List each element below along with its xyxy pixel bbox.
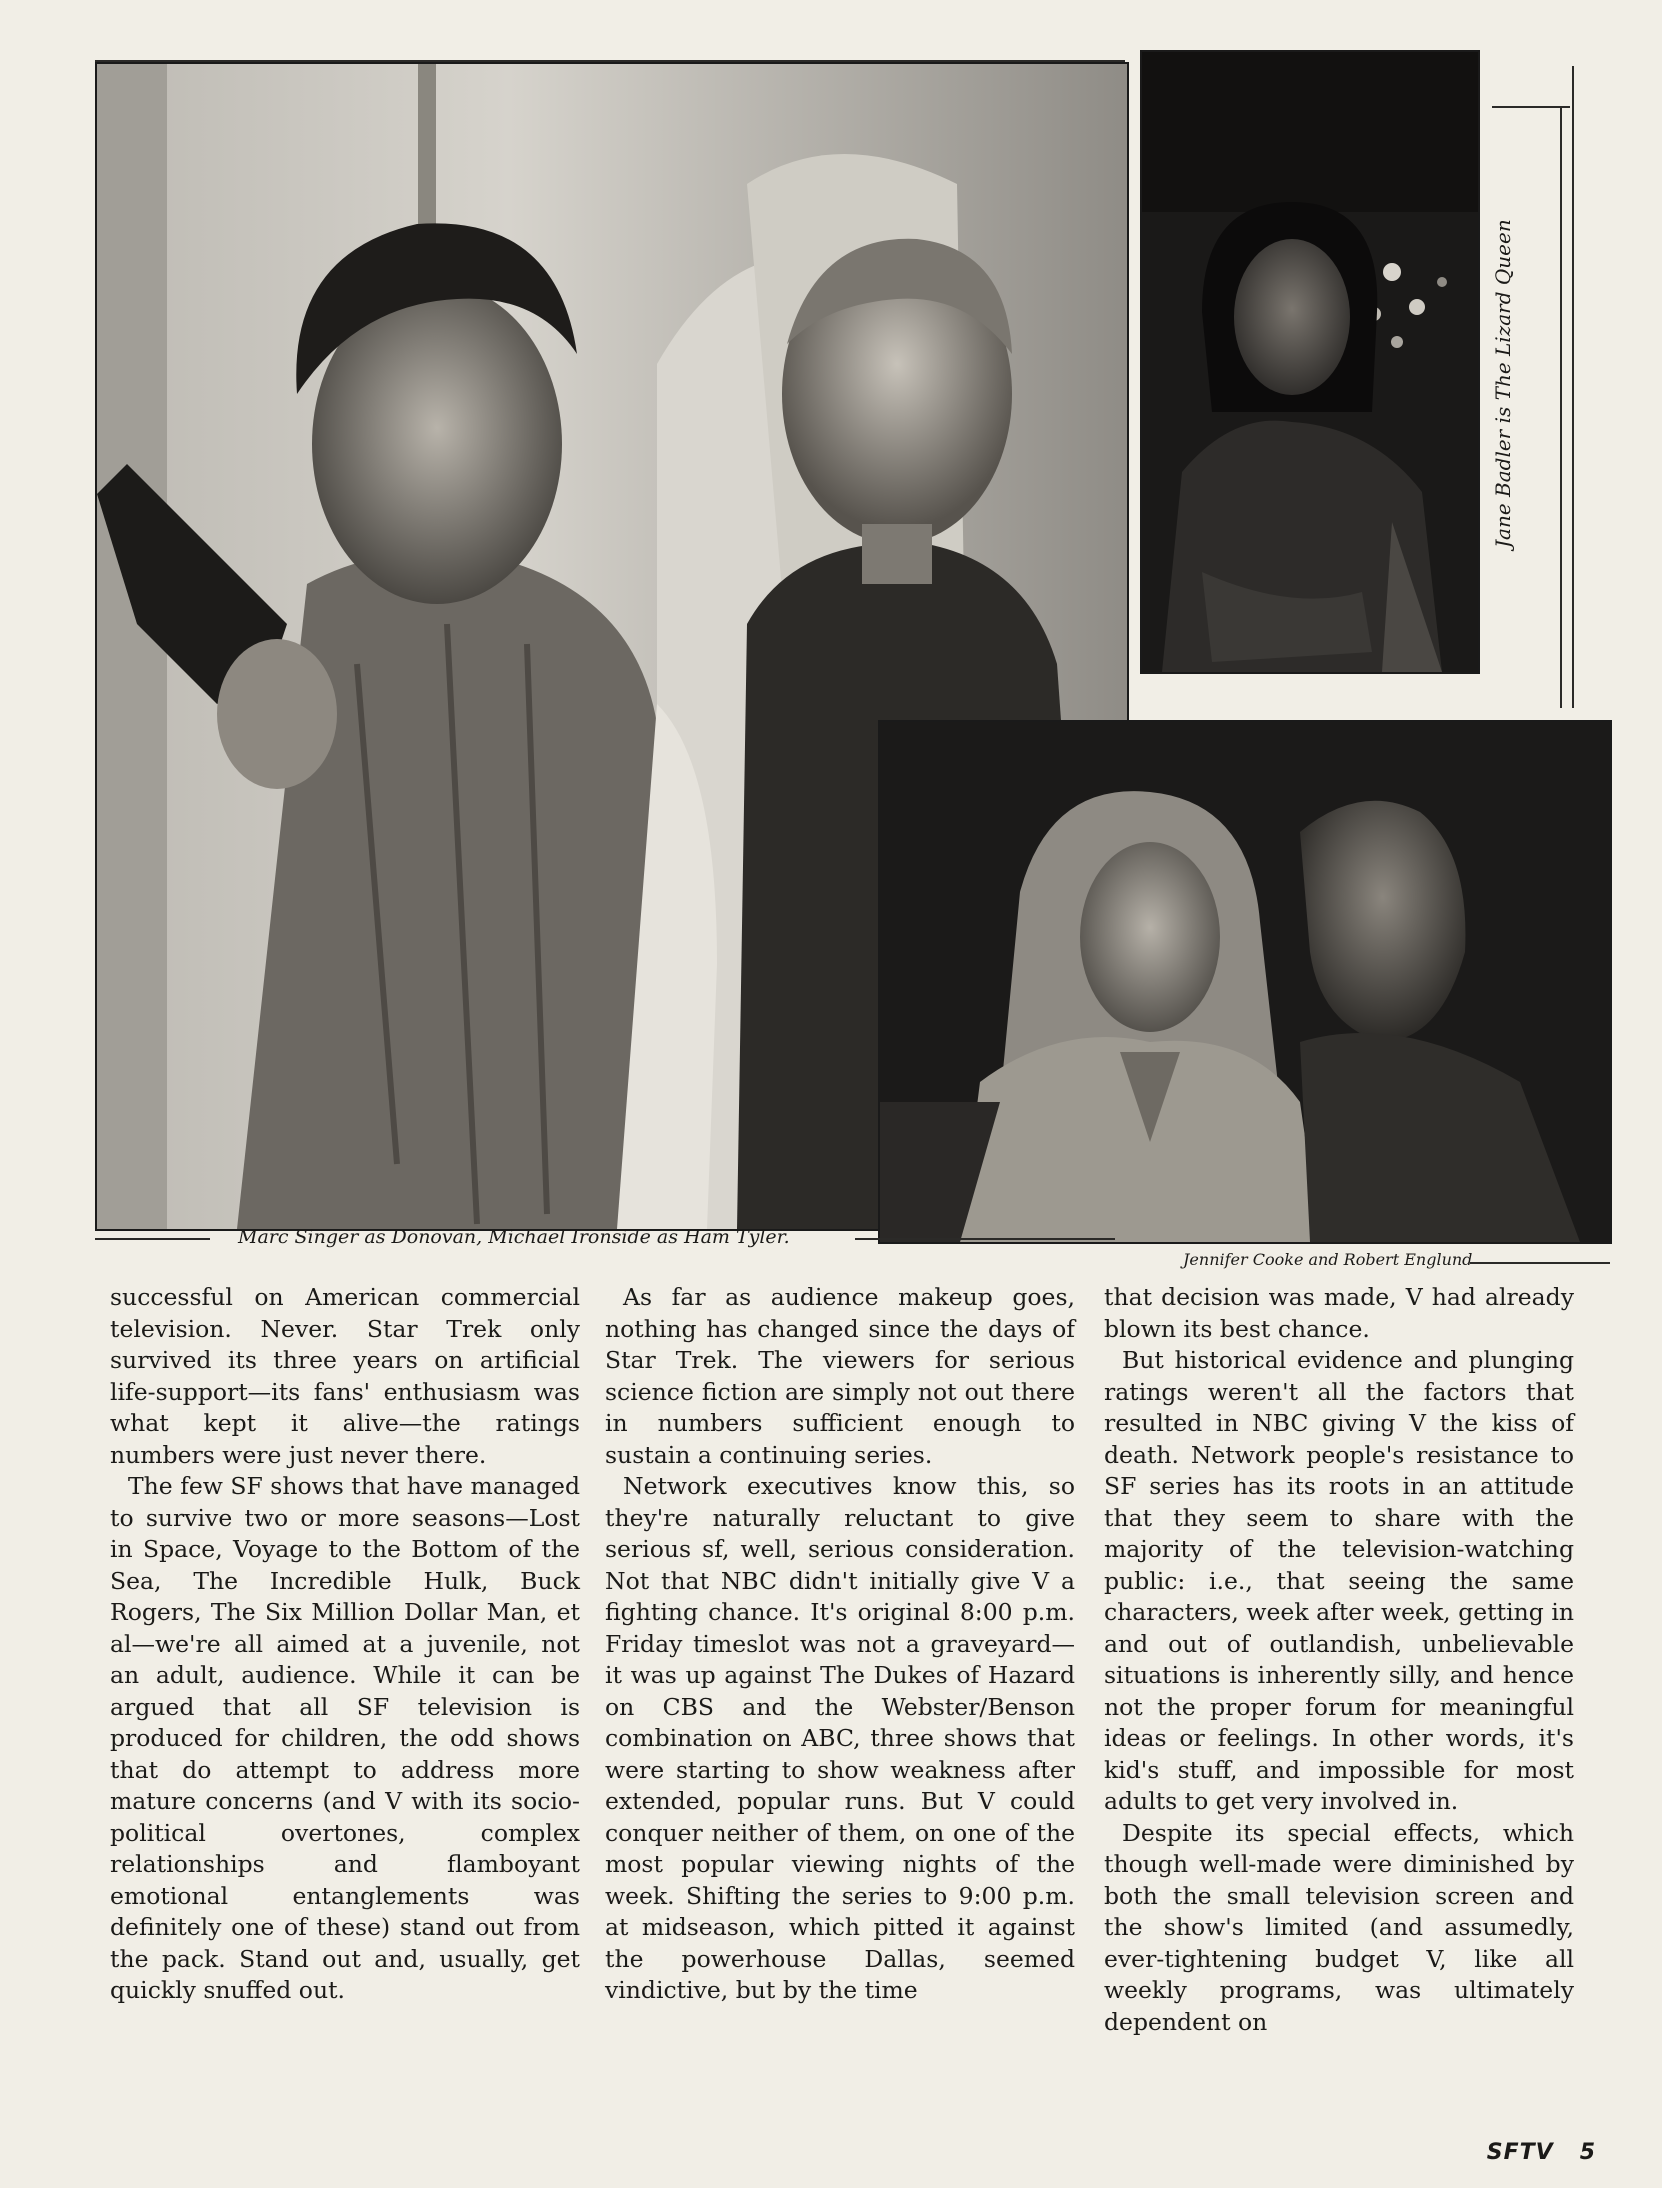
paragraph: Despite its special effects, which though well-made were diminished by both the small television screen and the show's limited (and assumedly, ever-tightening budget V, like all weekly programs, was ultimately dependent on: [1104, 1818, 1574, 2036]
frame-line-vertical-2: [1572, 66, 1574, 708]
paragraph: As far as audience makeup goes, nothing has changed since the days of Star Trek. The viewers for serious science fiction are simply not out there in numbers sufficient enough to sustain a continuing series.: [605, 1283, 1075, 1469]
paragraph: Network executives know this, so they're naturally reluctant to give serious sf, well, serious consideration. Not that NBC didn't initially give V a fighting chance. It's original 8:00 p.m. Friday timeslot was not a graveyard—it was up against The Dukes of Hazard on CBS and the Webster/Benson combination on ABC, three shows that were starting to show weakness after extended, popular runs. But V could conquer neither of them, on one of the most popular viewing nights of the week. Shifting the series to 9:00 p.m. at midseason, which pitted it against the powerhouse Dallas, seemed vindictive, but by the time: [605, 1472, 1075, 2004]
lizard-queen-photo: [1140, 50, 1480, 674]
text-column-2: [605, 1282, 1075, 2007]
top-right-photo-caption: Jane Badler is The Lizard Queen: [1491, 219, 1515, 548]
page-folio: [1487, 2140, 1596, 2165]
publication-name: SFTV: [1486, 2140, 1554, 2165]
main-photo-caption: Marc Singer as Donovan, Michael Ironside as Ham Tyler.: [238, 1226, 790, 1248]
text-column-1: [110, 1282, 580, 2007]
caption-rule-left: [95, 1238, 210, 1240]
page-number: 5: [1579, 2140, 1596, 2165]
paragraph: successful on American commercial television. Never. Star Trek only survived its three years on artificial life-support—its fans' enthusiasm was what kept it alive—the ratings numbers were just never there.: [110, 1283, 580, 1469]
jennifer-cooke-photo: [878, 720, 1612, 1244]
bottom-right-photo-caption: Jennifer Cooke and Robert Englund: [1183, 1250, 1473, 1269]
text-column-3: [1104, 1282, 1574, 2038]
paragraph: But historical evidence and plunging ratings weren't all the factors that resulted in NBC giving V the kiss of death. Network people's resistance to SF series has its roots in an attitude that they seem to share with the majority of the television-watching public: i.e., that seeing the same characters, week after week, getting in and out of outlandish, unbelievable situations is inherently silly, and hence not the proper forum for meaningful ideas or feelings. In other words, it's kid's stuff, and impossible for most adults to get very involved in.: [1104, 1346, 1574, 1815]
caption-rule-right: [1470, 1262, 1610, 1264]
frame-line-horizontal-1: [1492, 106, 1570, 108]
frame-line-vertical-1: [1560, 106, 1562, 708]
paragraph: that decision was made, V had already blown its best chance.: [1104, 1283, 1574, 1343]
paragraph: The few SF shows that have managed to survive two or more seasons—Lost in Space, Voyage to the Bottom of the Sea, The Incredible Hulk, Buck Rogers, The Six Million Dollar Man, et al—we're all aimed at a juvenile, not an adult, audience. While it can be argued that all SF television is produced for children, the odd shows that do attempt to address more mature concerns (and V with its socio-political overtones, complex relationships and flamboyant emotional entanglements was definitely one of these) stand out from the pack. Stand out and, usually, get quickly snuffed out.: [110, 1472, 580, 2004]
caption-rule-middle: [855, 1238, 1115, 1240]
